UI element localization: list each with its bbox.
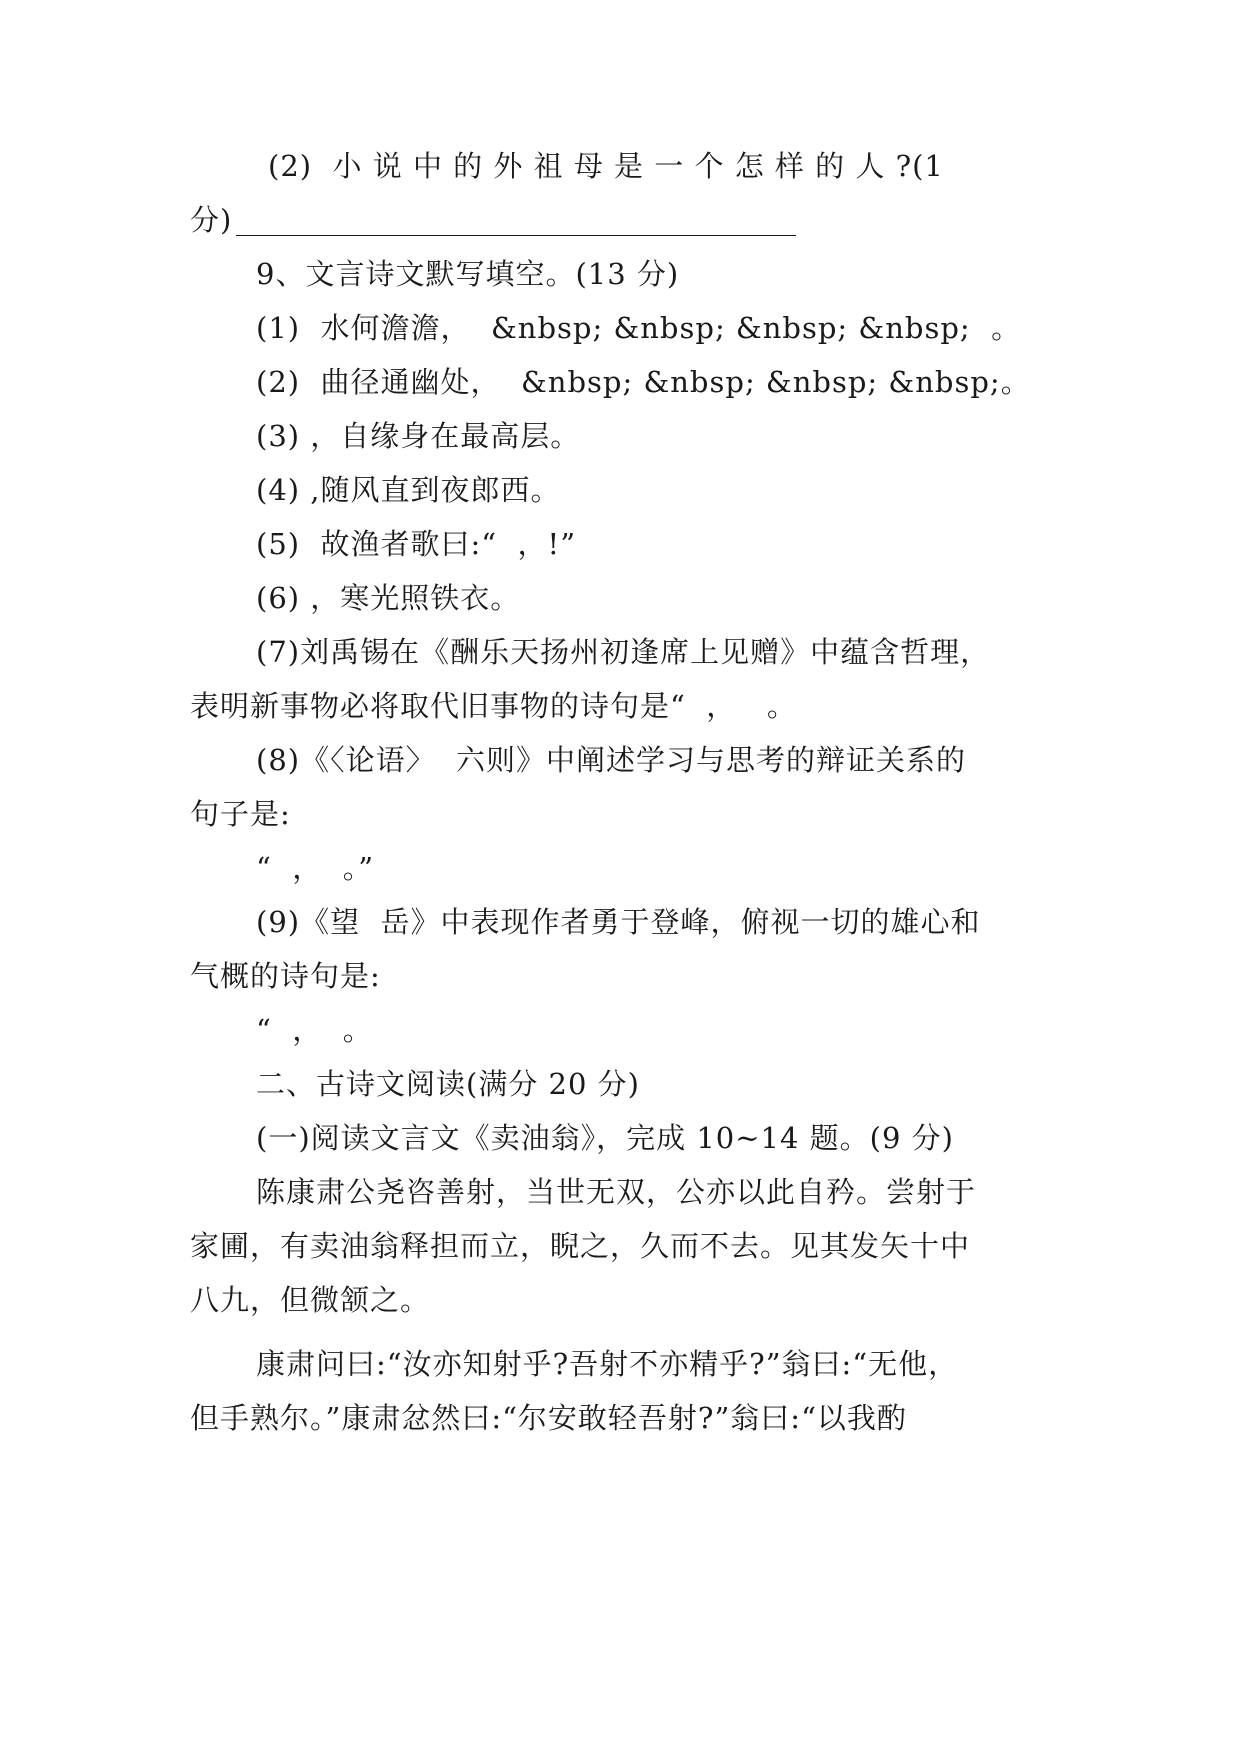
question-9-heading: 9、文言诗文默写填空。(13 分) [256, 257, 680, 291]
question-9-item-5: (5) 故渔者歌曰:“ ，!” [256, 527, 577, 561]
question-9-item-8-line3: “ ， 。” [256, 851, 375, 885]
passage-paragraph-2-line2: 但手熟尔。”康肃忿然曰:“尔安敢轻吾射?”翁曰:“以我酌 [190, 1401, 907, 1435]
passage-paragraph-1-line2: 家圃，有卖油翁释担而立，睨之，久而不去。见其发矢十中 [190, 1229, 971, 1263]
question-9-item-2: (2) 曲径通幽处， &nbsp; &nbsp; &nbsp; &nbsp;。 [256, 365, 1031, 399]
question-9-item-7-line1: (7)刘禹锡在《酬乐天扬州初逢席上见赠》中蕴含哲理， [256, 635, 991, 669]
section-2-heading: 二、古诗文阅读(满分 20 分) [256, 1067, 640, 1101]
answer-blank-line [236, 205, 796, 236]
question-9-item-8-line2: 句子是: [190, 797, 291, 831]
question-8-sub2-line2 [190, 200, 796, 240]
question-9-item-9-line1: (9)《望 岳》中表现作者勇于登峰，俯视一切的雄心和 [256, 905, 981, 939]
question-9-item-9-line2: 气概的诗句是: [190, 959, 381, 993]
passage-paragraph-2-line1: 康肃问曰:“汝亦知射乎?吾射不亦精乎?”翁曰:“无他， [256, 1347, 959, 1381]
passage-paragraph-1-line1: 陈康肃公尧咨善射，当世无双，公亦以此自矜。尝射于 [256, 1175, 977, 1209]
question-9-item-7-line2: 表明新事物必将取代旧事物的诗句是“ ， 。 [190, 689, 797, 723]
question-9-item-1: (1) 水何澹澹， &nbsp; &nbsp; &nbsp; &nbsp; 。 [256, 311, 1022, 345]
question-9-item-3: (3) ，自缘身在最高层。 [256, 419, 581, 453]
question-9-item-8-line1: (8)《〈论语〉 六则》中阐述学习与思考的辩证关系的 [256, 743, 967, 777]
question-8-sub2-line2-text: 分) [190, 203, 233, 237]
question-9-item-4: (4) ,随风直到夜郎西。 [256, 473, 561, 507]
question-9-item-9-line3: “ ， 。 [256, 1013, 373, 1047]
section-2-part-1-heading: (一)阅读文言文《卖油翁》，完成 10~14 题。(9 分) [256, 1121, 954, 1155]
question-8-sub2-line1: (2) 小 说 中 的 外 祖 母 是 一 个 怎 样 的 人 ?(1 [268, 149, 944, 183]
question-9-item-6: (6) ，寒光照铁衣。 [256, 581, 521, 615]
passage-paragraph-1-line3: 八九，但微颔之。 [190, 1283, 431, 1317]
